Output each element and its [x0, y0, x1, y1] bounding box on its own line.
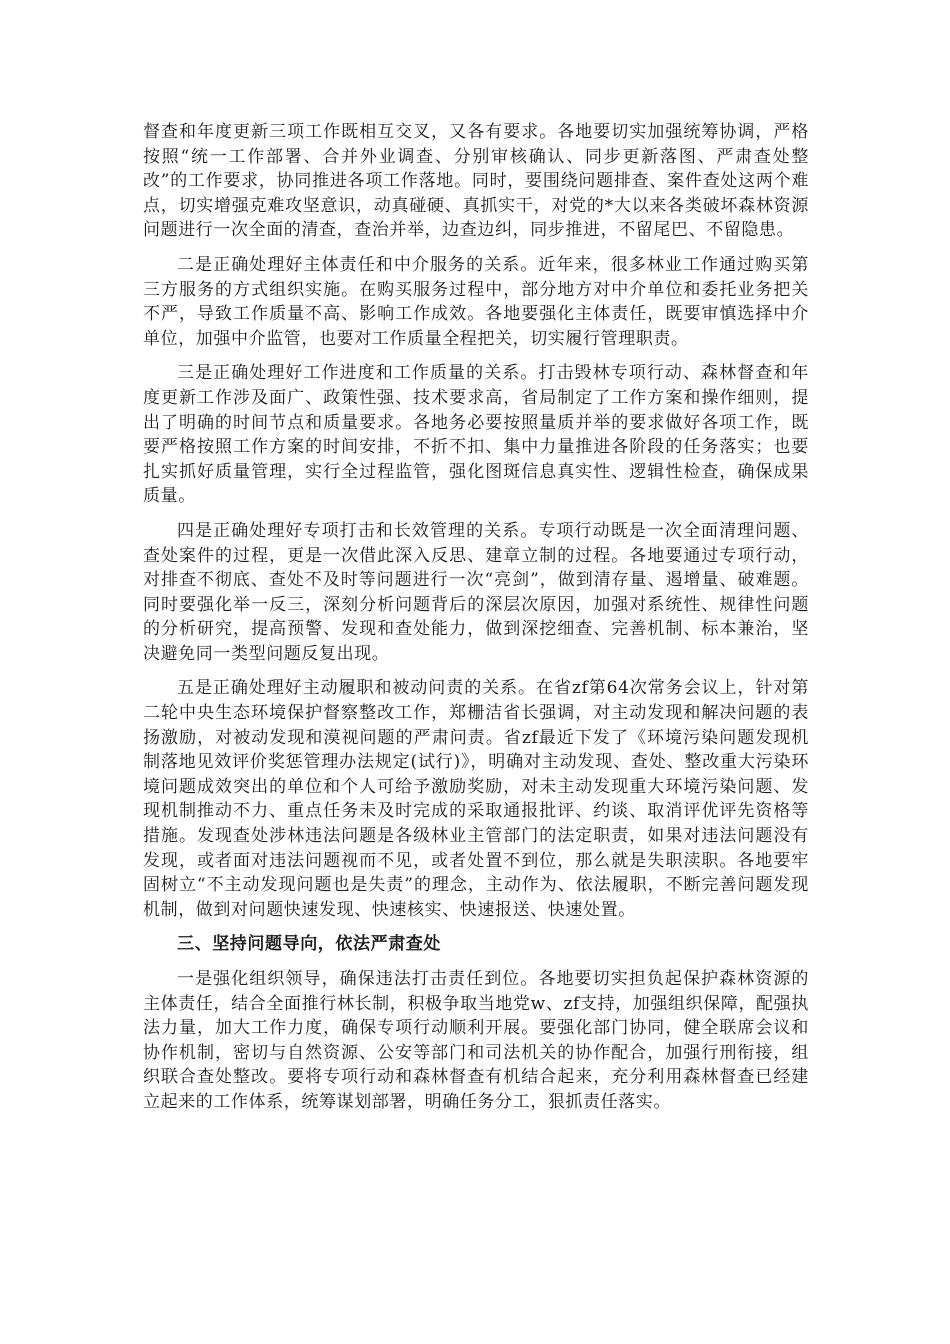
section-heading: 三、坚持问题导向，依法严肃查处: [177, 934, 441, 955]
paragraph-continuation: 督查和年度更新三项工作既相互交叉，又各有要求。各地要切实加强统筹协调，严格按照“统一工作部署、合并外业调查、分别审核确认、同步更新落图、严肃查处整改”的工作要求，协同推进各项工作落地。同时，要围绕问题排查、案件查处这两个难点，切实增强克难攻坚意识，动真碰硬、真抓实干，对党的*大以来各类破坏森林资源问题进行一次全面的清查，查治并举，边查边纠，同步推进，不留尾巴、不留隐患。: [143, 122, 809, 241]
paragraph-section-three-point-one: 一是强化组织领导，确保违法打击责任到位。各地要切实担负起保护森林资源的主体责任，结合全面推行林长制，积极争取当地党w、zf支持，加强组织保障，配强执法力量，加大工作力度，确保专项行动顺利开展。要强化部门协同，健全联席会议和协作机制，密切与自然资源、公安等部门和司法机关的协作配合，加强行刑衔接，组织联合查处整改。要将专项行动和森林督查有机结合起来，充分利用森林督查已经建立起来的工作体系，统筹谋划部署，明确任务分工，狠抓责任落实。: [143, 969, 809, 1112]
paragraph-point-three: 三是正确处理好工作进度和工作质量的关系。打击毁林专项行动、森林督查和年度更新工作涉及面广、政策性强、技术要求高，省局制定了工作方案和操作细则，提出了明确的时间节点和质量要求。各地务必要按照量质并举的要求做好各项工作，既要严格按照工作方案的时间安排，不折不扣、集中力量推进各阶段的任务落实；也要扎实抓好质量管理，实行全过程监管，强化图斑信息真实性、逻辑性检查，确保成果质量。: [143, 363, 809, 507]
paragraph-point-four: 四是正确处理好专项打击和长效管理的关系。专项行动既是一次全面清理问题、查处案件的过程，更是一次借此深入反思、建章立制的过程。各地要通过专项行动，对排查不彻底、查处不及时等问题进行一次“亮剑”，做到清存量、遏增量、破难题。同时要强化举一反三，深刻分析问题背后的深层次原因，加强对系统性、规律性问题的分析研究，提高预警、发现和查处能力，做到深挖细查、完善机制、标本兼治，坚决避免同一类型问题反复出现。: [143, 520, 809, 664]
document-body: [143, 120, 809, 1125]
paragraph-point-two: 二是正确处理好主体责任和中介服务的关系。近年来，很多林业工作通过购买第三方服务的方式组织实施。在购买服务过程中，部分地方对中介单位和委托业务把关不严，导致工作质量不高、影响工作成效。各地要强化主体责任，既要审慎选择中介单位，加强中介监管，也要对工作质量全程把关，切实履行管理职责。: [143, 254, 809, 349]
paragraph-point-five: 五是正确处理好主动履职和被动问责的关系。在省zf第64次常务会议上，针对第二轮中央生态环境保护督察整改工作，郑栅洁省长强调，对主动发现和解决问题的表扬激励，对被动发现和漠视问题的严肃问责。省zf最近下发了《环境污染问题发现机制落地见效评价奖惩管理办法规定(试行)》，明确对主动发现、查处、整改重大污染环境问题成效突出的单位和个人可给予激励奖励，对未主动发现重大环境污染问题、发现机制推动不力、重点任务未及时完成的采取通报批评、约谈、取消评优评先资格等措施。发现查处涉林违法问题是各级林业主管部门的法定职责，如果对违法问题没有发现，或者面对违法问题视而不见，或者处置不到位，那么就是失职渎职。各地要牢固树立“不主动发现问题也是失责”的理念，主动作为、依法履职，不断完善问题发现机制，做到对问题快速发现、快速核实、快速报送、快速处置。: [143, 678, 809, 920]
